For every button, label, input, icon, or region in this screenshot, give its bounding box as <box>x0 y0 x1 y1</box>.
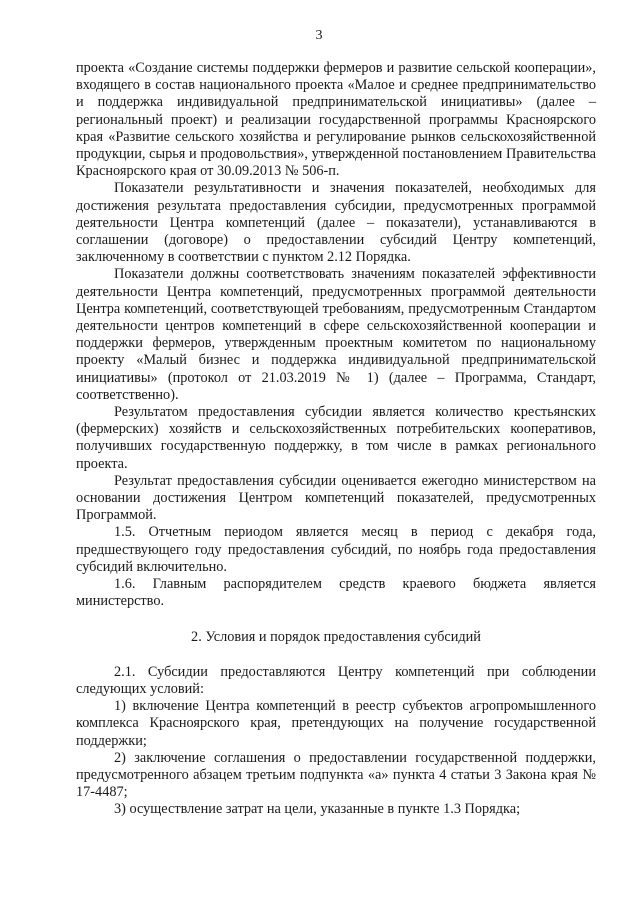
list-item-condition-2: 2) заключение соглашения о предоставлении государственной поддержки, предусмотренного абзацем третьим подпункта «а» пункта 4 статьи 3 Закона края № 17-4487; <box>76 749 596 801</box>
paragraph-conditions-intro: 2.1. Субсидии предоставляются Центру компетенций при соблюдении следующих условий: <box>76 663 596 697</box>
document-body <box>76 60 596 819</box>
paragraph-result-evaluation: Результат предоставления субсидии оценивается ежегодно министерством на основании достижения Центром компетенций показателей, предусмотренных Программой. <box>76 472 596 524</box>
list-item-condition-1: 1) включение Центра компетенций в реестр субъектов агропромышленного комплекса Красноярского края, претендующих на получение государственной поддержки; <box>76 698 596 749</box>
paragraph-subsidy-result: Результатом предоставления субсидии является количество крестьянских (фермерских) хозяйств и сельскохозяйственных потребительских кооперативов, получивших государственную поддержку, в том числе в рамках регионального проекта. <box>76 404 596 472</box>
paragraph-performance-indicators: Показатели результативности и значения показателей, необходимых для достижения результата предоставления субсидии, предусмотренных программой деятельности Центра компетенций (далее – показатели), устанавливаются в соглашении (договоре) о предоставлении субсидий Центру компетенций, заключенному в соответствии с пунктом 2.12 Порядка. <box>76 180 596 266</box>
list-item-condition-3: 3) осуществление затрат на цели, указанные в пункте 1.3 Порядка; <box>114 801 521 818</box>
page-number: 3 <box>315 28 323 43</box>
paragraph-indicator-compliance: Показатели должны соответствовать значениям показателей эффективности деятельности Центра компетенций, предусмотренных программой деятельности Центра компетенций, соответствующей требованиям, предусмотренным Стандартом деятельности центров компетенций в сфере сельскохозяйственной кооперации и поддержки фермеров, утвержденным проектным комитетом по национальному проекту «Малый бизнес и поддержка индивидуальной предпринимательской инициативы» (протокол от 21.03.2019 № 1) (далее – Программа, Стандарт, соответственно). <box>76 266 596 403</box>
paragraph-project-context: проекта «Создание системы поддержки фермеров и развитие сельской кооперации», входящего в состав национального проекта «Малое и среднее предпринимательство и поддержка индивидуальной предпринимательской инициативы» (далее – региональный проект) и реализации государственной программы Красноярского края «Развитие сельского хозяйства и регулирование рынков сельскохозяйственной продукции, сырья и продовольствия», утвержденной постановлением Правительства Красноярского края от 30.09.2013 № 506-п. <box>76 60 596 180</box>
paragraph-reporting-period: 1.5. Отчетным периодом является месяц в период с декабря года, предшествующего году предоставления субсидий, по ноябрь года предоставления субсидий включительно. <box>76 524 596 575</box>
paragraph-chief-administrator: 1.6. Главным распорядителем средств краевого бюджета является министерство. <box>76 576 596 610</box>
section-heading: 2. Условия и порядок предоставления субсидий <box>191 628 481 645</box>
